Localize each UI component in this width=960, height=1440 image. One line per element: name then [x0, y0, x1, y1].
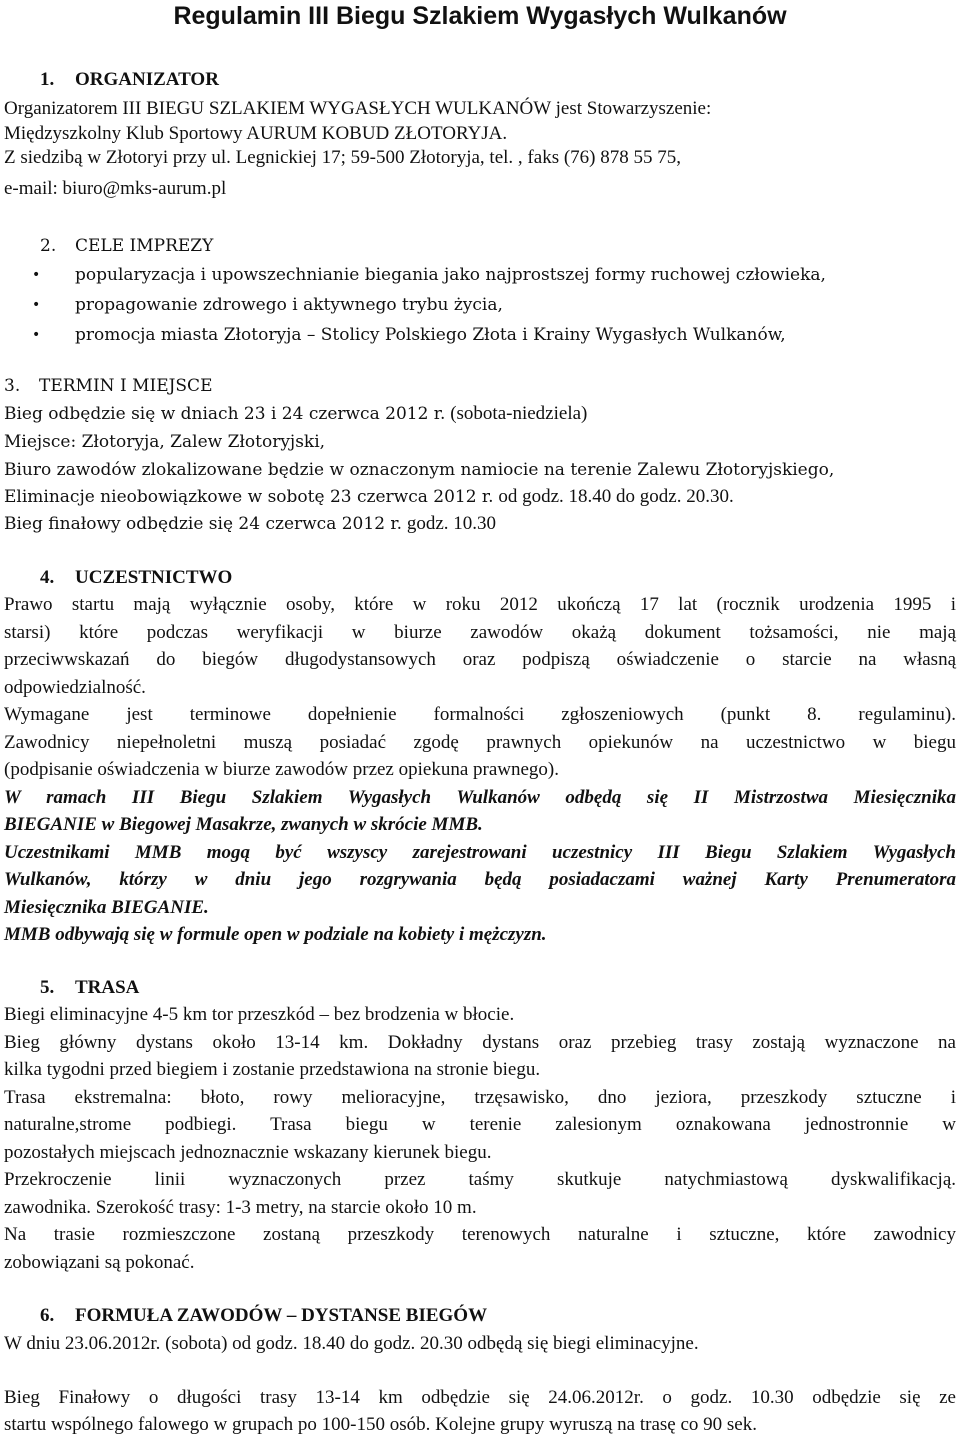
section-6-title: FORMUŁA ZAWODÓW – DYSTANSE BIEGÓW [75, 1305, 488, 1326]
section-4-p5-line-1: Uczestnikami MMB mogą być wszyscy zarejestrowani uczestnicy III Biegu Szlakiem Wygasłych [4, 842, 956, 863]
section-4-heading [40, 565, 232, 591]
section-3-line-1 [4, 401, 587, 427]
section-6-line-3: startu wspólnego falowego w grupach po 100-150 osób. Kolejne grupy wyruszą na trasę co 90 sek. [4, 1414, 757, 1435]
section-6-line-2: Bieg Finałowy o długości trasy 13-14 km odbędzie się 24.06.2012r. o godz. 10.30 odbędzie się ze [4, 1387, 956, 1408]
section-5-line-9: Na trasie rozmieszczone zostaną przeszkody terenowych naturalne i sztuczne, które zawodnicy [4, 1224, 956, 1245]
section-2-title: CELE IMPREZY [75, 236, 214, 256]
section-4-number: 4. [40, 567, 55, 588]
section-5-title: TRASA [75, 977, 140, 998]
section-5-line-8: zawodnika. Szerokość trasy: 1-3 metry, na starcie około 10 m. [4, 1197, 477, 1218]
section-5-line-7: Przekroczenie linii wyznaczonych przez taśmy skutkuje natychmiastową dyskwalifikacją. [4, 1169, 956, 1190]
section-5-line-4: Trasa ekstremalna: błoto, rowy melioracyjne, trzęsawisko, dno jeziora, przeszkody sztuczne i [4, 1087, 956, 1108]
section-4-p5-line-2: Wulkanów, którzy w dniu jego rozgrywania będą posiadaczami ważnej Karty Prenumeratora [4, 869, 956, 890]
section-4-p1-line-4: odpowiedzialność. [4, 677, 146, 698]
section-4-p1-line-1: Prawo startu mają wyłącznie osoby, które w roku 2012 ukończą 17 lat (rocznik urodzenia 1995 i [4, 594, 956, 615]
section-3-line-1-a: Bieg odbędzie się w dniach 23 i 24 czerwca 2012 r. [4, 404, 446, 424]
section-5-number: 5. [40, 977, 55, 998]
section-1-line-1: Organizatorem III BIEGU SZLAKIEM WYGASŁYCH WULKANÓW jest Stowarzyszenie: [4, 98, 712, 119]
section-5-line-5: naturalne,strome podbiegi. Trasa biegu w terenie zalesionym oznakowana jednostronnie w [4, 1114, 956, 1135]
section-5-heading [40, 975, 139, 1001]
section-1-number: 1. [40, 69, 55, 90]
section-4-p3-line-1: Zawodnicy niepełnoletni muszą posiadać zgodę prawnych opiekunów na uczestnictwo w biegu [4, 732, 956, 753]
section-6-line-1: W dniu 23.06.2012r. (sobota) od godz. 18.40 do godz. 20.30 odbędą się biegi eliminacyjne. [4, 1333, 699, 1354]
section-3-heading [4, 373, 212, 399]
section-4-p2: Wymagane jest terminowe dopełnienie formalności zgłoszeniowych (punkt 8. regulaminu). [4, 704, 956, 725]
section-6-number: 6. [40, 1305, 55, 1326]
section-3-line-5 [4, 511, 496, 537]
section-5-line-10: zobowiązani są pokonać. [4, 1252, 195, 1273]
section-4-p5-line-3: Miesięcznika BIEGANIE. [4, 897, 209, 918]
section-1-heading [40, 67, 219, 93]
section-4-p4-line-1: W ramach III Biegu Szlakiem Wygasłych Wulkanów odbędą się II Mistrzostwa Miesięcznika [4, 787, 956, 808]
bullet-icon: • [32, 267, 41, 283]
bullet-icon: • [32, 327, 41, 343]
section-2-item-3: promocja miasta Złotoryja – Stolicy Polskiego Złota i Krainy Wygasłych Wulkanów, [75, 325, 786, 345]
section-5-line-6: pozostałych miejscach jednoznacznie wskazany kierunek biegu. [4, 1142, 492, 1163]
section-1-title: ORGANIZATOR [75, 69, 219, 90]
section-1-line-3: Z siedzibą w Złotoryi przy ul. Legnickiej 17; 59-500 Złotoryja, tel. , faks (76) 878 55 75, [4, 147, 681, 168]
section-5-line-2: Bieg główny dystans około 13-14 km. Dokładny dystans oraz przebieg trasy zostają wyznaczone na [4, 1032, 956, 1053]
section-3-line-5-b: godz. 10.30 [402, 513, 497, 534]
section-4-p6: MMB odbywają się w formule open w podziale na kobiety i mężczyzn. [4, 924, 547, 945]
section-1-line-4: e-mail: biuro@mks-aurum.pl [4, 178, 227, 199]
page-title: Regulamin III Biegu Szlakiem Wygasłych Wulkanów [173, 2, 787, 30]
section-3-number: 3. [4, 376, 21, 396]
section-4-title: UCZESTNICTWO [75, 567, 233, 588]
section-3-line-2: Miejsce: Złotoryja, Zalew Złotoryjski, [4, 432, 326, 452]
section-3-line-5-a: Bieg finałowy odbędzie się 24 czerwca 2012 r. [4, 514, 403, 534]
section-5-line-1: Biegi eliminacyjne 4-5 km tor przeszkód – bez brodzenia w błocie. [4, 1004, 515, 1025]
section-4-p3-line-2: (podpisanie oświadczenia w biurze zawodów przez opiekuna prawnego). [4, 759, 559, 780]
bullet-icon: • [32, 297, 41, 313]
section-3-title: TERMIN I MIEJSCE [39, 376, 213, 396]
section-4-p1-line-3: przeciwwskazań do biegów długodystansowych oraz podpiszą oświadczenie o starcie na własną [4, 649, 956, 670]
section-2-item-1: popularyzacja i upowszechnianie biegania jako najprostszej formy ruchowej człowieka, [75, 265, 826, 285]
section-1-line-2: Międzyszkolny Klub Sportowy AURUM KOBUD ZŁOTORYJA. [4, 123, 508, 144]
section-3-line-4 [4, 484, 734, 510]
section-3-line-4-b: od godz. 18.40 do godz. 20.30. [493, 486, 734, 507]
section-2-item-2: propagowanie zdrowego i aktywnego trybu życia, [75, 295, 503, 315]
section-3-line-3: Biuro zawodów zlokalizowane będzie w oznaczonym namiocie na terenie Zalewu Złotoryjskiego, [4, 460, 835, 480]
section-5-line-3: kilka tygodni przed biegiem i zostanie przedstawiona na stronie biegu. [4, 1059, 541, 1080]
section-3-line-4-a: Eliminacje nieobowiązkowe w sobotę 23 czerwca 2012 r. [4, 487, 494, 507]
section-3-line-1-b: (sobota-niedziela) [445, 403, 588, 424]
section-6-heading [40, 1303, 487, 1329]
section-2-number: 2. [40, 236, 57, 256]
section-4-p4-line-2: BIEGANIE w Biegowej Masakrze, zwanych w skrócie MMB. [4, 814, 483, 835]
section-4-p1-line-2: starsi) które podczas weryfikacji w biurze zawodów okażą dokument tożsamości, nie mają [4, 622, 956, 643]
section-2-heading [40, 233, 213, 259]
